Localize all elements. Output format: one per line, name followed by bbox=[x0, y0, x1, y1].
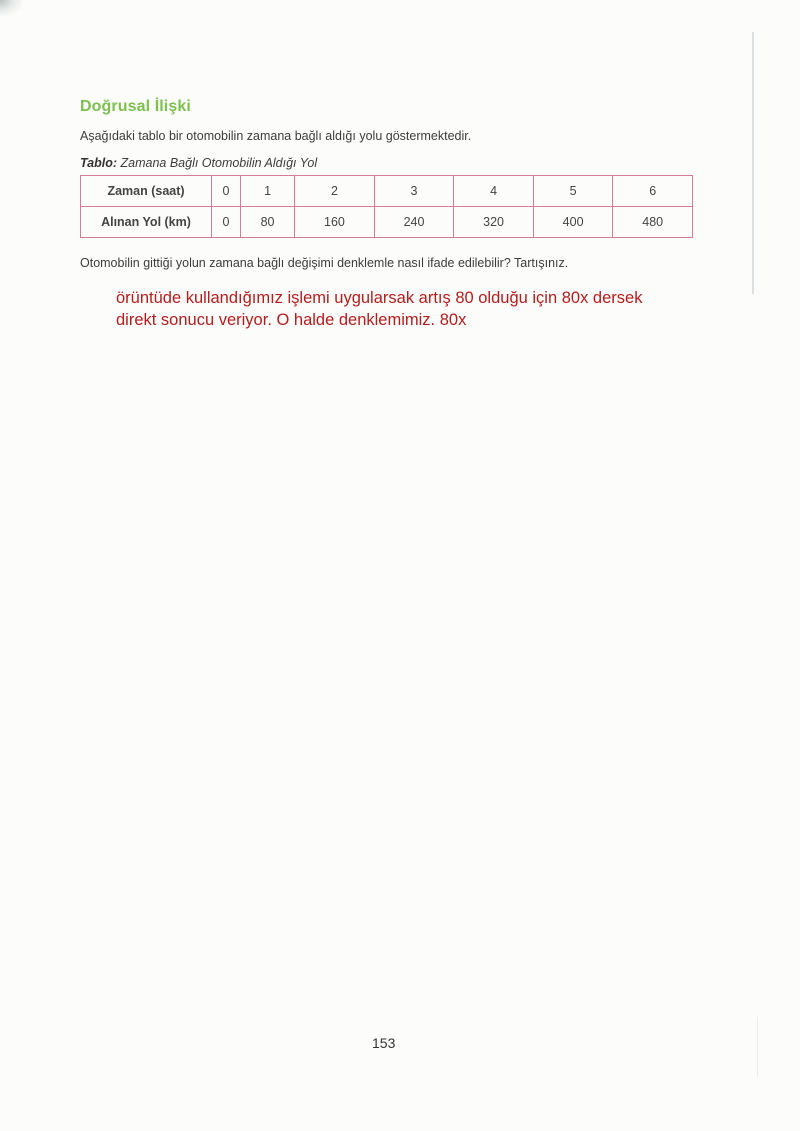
table-cell: 1 bbox=[240, 176, 294, 207]
section-title: Doğrusal İlişki bbox=[80, 98, 191, 115]
handwritten-answer bbox=[116, 287, 716, 331]
page-edge-line bbox=[752, 32, 754, 294]
table-row-time bbox=[81, 176, 693, 207]
caption-text: Zamana Bağlı Otomobilin Aldığı Yol bbox=[117, 156, 318, 170]
table-cell: 4 bbox=[454, 176, 534, 207]
answer-line-2: direkt sonucu veriyor. O halde denklemimiz. 80x bbox=[116, 311, 467, 329]
table-cell: 80 bbox=[240, 207, 294, 238]
caption-label: Tablo: bbox=[80, 156, 118, 170]
table-cell: 0 bbox=[212, 207, 241, 238]
intro-text: Aşağıdaki tablo bir otomobilin zamana bağlı aldığı yolu göstermektedir. bbox=[80, 129, 472, 143]
scan-corner-shadow bbox=[0, 0, 22, 16]
table-cell: 160 bbox=[295, 207, 375, 238]
row-header-time: Zaman (saat) bbox=[81, 176, 212, 207]
table-cell: 400 bbox=[533, 207, 613, 238]
table-cell: 2 bbox=[295, 176, 375, 207]
table-cell: 240 bbox=[374, 207, 454, 238]
page-edge-line-bottom bbox=[757, 1017, 758, 1077]
table-cell: 0 bbox=[212, 176, 241, 207]
row-header-distance: Alınan Yol (km) bbox=[81, 207, 212, 238]
table-cell: 6 bbox=[613, 176, 693, 207]
question-text: Otomobilin gittiği yolun zamana bağlı değişimi denklemle nasıl ifade edilebilir? Tartışınız. bbox=[80, 256, 569, 270]
table-cell: 3 bbox=[374, 176, 454, 207]
table-cell: 5 bbox=[533, 176, 613, 207]
table-cell: 480 bbox=[613, 207, 693, 238]
table-caption bbox=[80, 156, 317, 170]
time-distance-table bbox=[80, 175, 693, 238]
table-row-distance bbox=[81, 207, 693, 238]
table-cell: 320 bbox=[454, 207, 534, 238]
page-number: 153 bbox=[372, 1035, 396, 1051]
answer-line-1: örüntüde kullandığımız işlemi uygularsak artış 80 olduğu için 80x dersek bbox=[116, 289, 643, 307]
